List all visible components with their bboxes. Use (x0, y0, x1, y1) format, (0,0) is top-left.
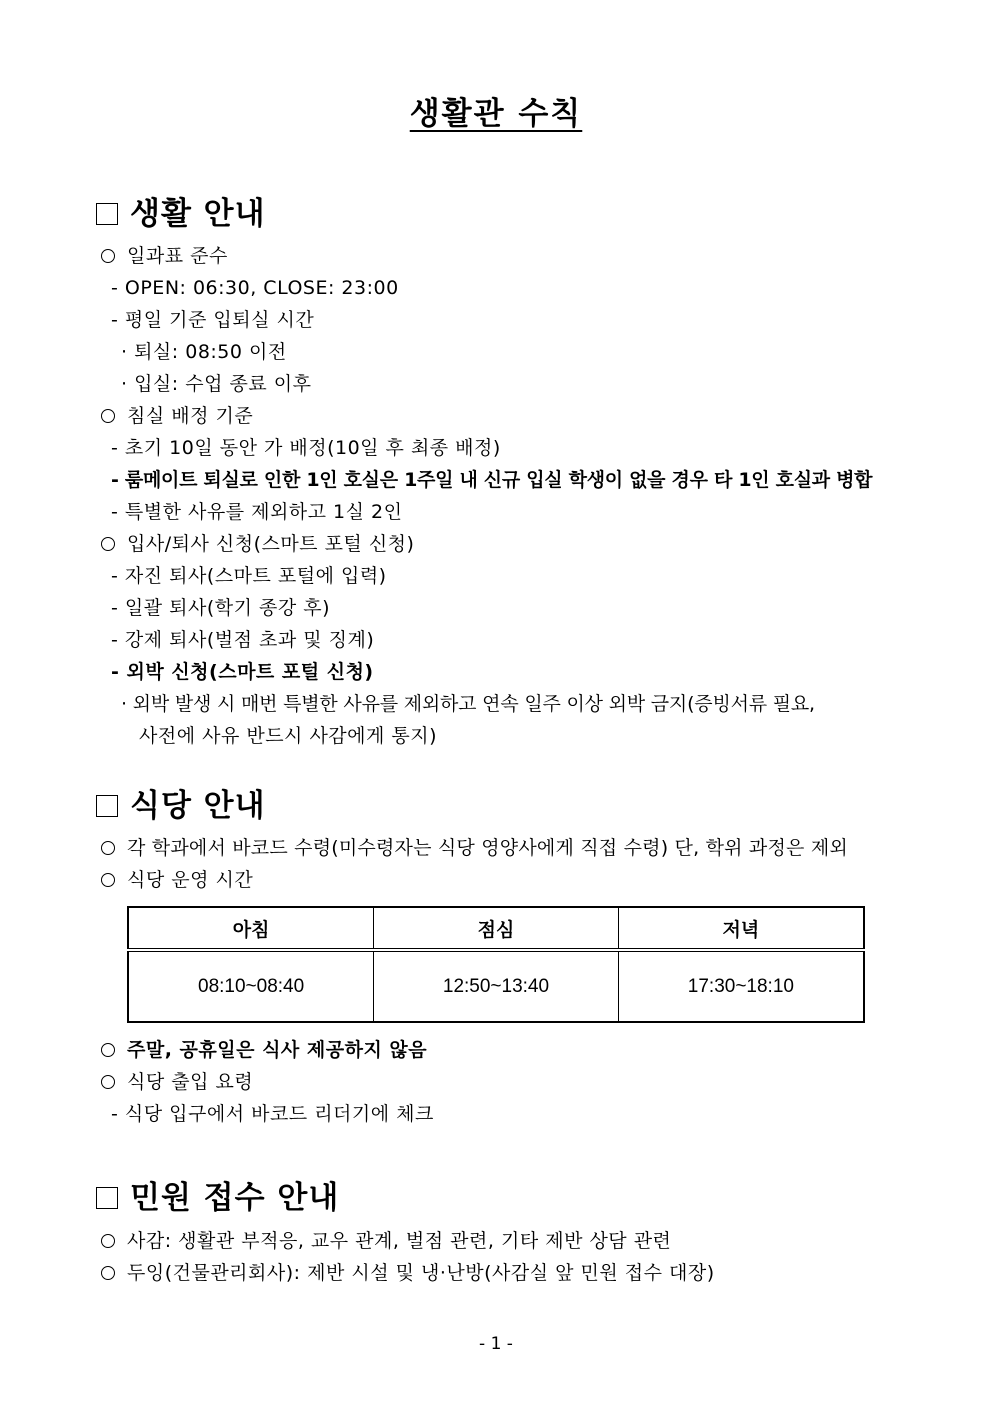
subitem-room-3: - 특별한 사유를 제외하고 1실 2인 (111, 501, 403, 523)
circle-bullet-icon (101, 1075, 115, 1089)
section-heading-complaint: 민원 접수 안내 (96, 1178, 339, 1218)
header-lunch: 점심 (374, 907, 619, 950)
subitem-apply-3: - 강제 퇴사(벌점 초과 및 징계) (111, 629, 375, 651)
detail-enter: · 입실: 수업 종료 이후 (121, 373, 312, 395)
subitem-apply-1: - 자진 퇴사(스마트 포털에 입력) (111, 565, 387, 587)
table-header-row (128, 907, 864, 950)
detail-exit: · 퇴실: 08:50 이전 (121, 341, 287, 363)
checkbox-square-icon (96, 795, 118, 817)
detail-overnight-1: · 외박 발생 시 매번 특별한 사유를 제외하고 연속 일주 이상 외박 금지(증빙서류 필요, (121, 693, 815, 715)
item-hours: 식당 운영 시간 (101, 866, 253, 894)
subitem-weekday: - 평일 기준 입퇴실 시간 (111, 309, 315, 331)
subitem-room-1: - 초기 10일 동안 가 배정(10일 후 최종 배정) (111, 437, 501, 459)
circle-bullet-icon (101, 873, 115, 887)
circle-bullet-icon (101, 409, 115, 423)
item-complaint-2: 두잉(건물관리회사): 제반 시설 및 냉·난방(사감실 앞 민원 접수 대장) (101, 1259, 715, 1287)
cell-lunch-time: 12:50~13:40 (374, 950, 619, 1022)
item-schedule: 일과표 준수 (101, 242, 228, 270)
meal-hours-table (127, 906, 865, 1023)
item-room: 침실 배정 기준 (101, 402, 253, 430)
subitem-open-close: - OPEN: 06:30, CLOSE: 23:00 (111, 277, 399, 299)
checkbox-square-icon (96, 203, 118, 225)
page-number: - 1 - (479, 1334, 513, 1354)
item-barcode: 각 학과에서 바코드 수령(미수령자는 식당 영양사에게 직접 수령) 단, 학위 과정은 제외 (101, 834, 848, 862)
circle-bullet-icon (101, 1043, 115, 1057)
subitem-apply-4: - 외박 신청(스마트 포털 신청) (111, 661, 374, 683)
section-heading-life: 생활 안내 (96, 194, 266, 234)
subitem-apply-2: - 일괄 퇴사(학기 종강 후) (111, 597, 331, 619)
page-title: 생활관 수칙 (409, 96, 583, 132)
circle-bullet-icon (101, 841, 115, 855)
circle-bullet-icon (101, 249, 115, 263)
circle-bullet-icon (101, 537, 115, 551)
item-complaint-1: 사감: 생활관 부적응, 교우 관계, 벌점 관련, 기타 제반 상담 관련 (101, 1227, 671, 1255)
detail-overnight-2: 사전에 사유 반드시 사감에게 통지) (139, 725, 438, 747)
section-heading-dining: 식당 안내 (96, 786, 266, 826)
circle-bullet-icon (101, 1266, 115, 1280)
item-weekend: 주말, 공휴일은 식사 제공하지 않음 (101, 1036, 427, 1064)
table-row (128, 950, 864, 1022)
cell-dinner-time: 17:30~18:10 (618, 950, 864, 1022)
subitem-entry-1: - 식당 입구에서 바코드 리더기에 체크 (111, 1103, 434, 1125)
item-apply: 입사/퇴사 신청(스마트 포털 신청) (101, 530, 414, 558)
header-dinner: 저녁 (618, 907, 864, 950)
subitem-room-2: - 룸메이트 퇴실로 인한 1인 호실은 1주일 내 신규 입실 학생이 없을 경우 타 1인 호실과 병합 (111, 469, 873, 491)
header-breakfast: 아침 (128, 907, 374, 950)
checkbox-square-icon (96, 1187, 118, 1209)
circle-bullet-icon (101, 1234, 115, 1248)
cell-breakfast-time: 08:10~08:40 (128, 950, 374, 1022)
item-entry: 식당 출입 요령 (101, 1068, 253, 1096)
